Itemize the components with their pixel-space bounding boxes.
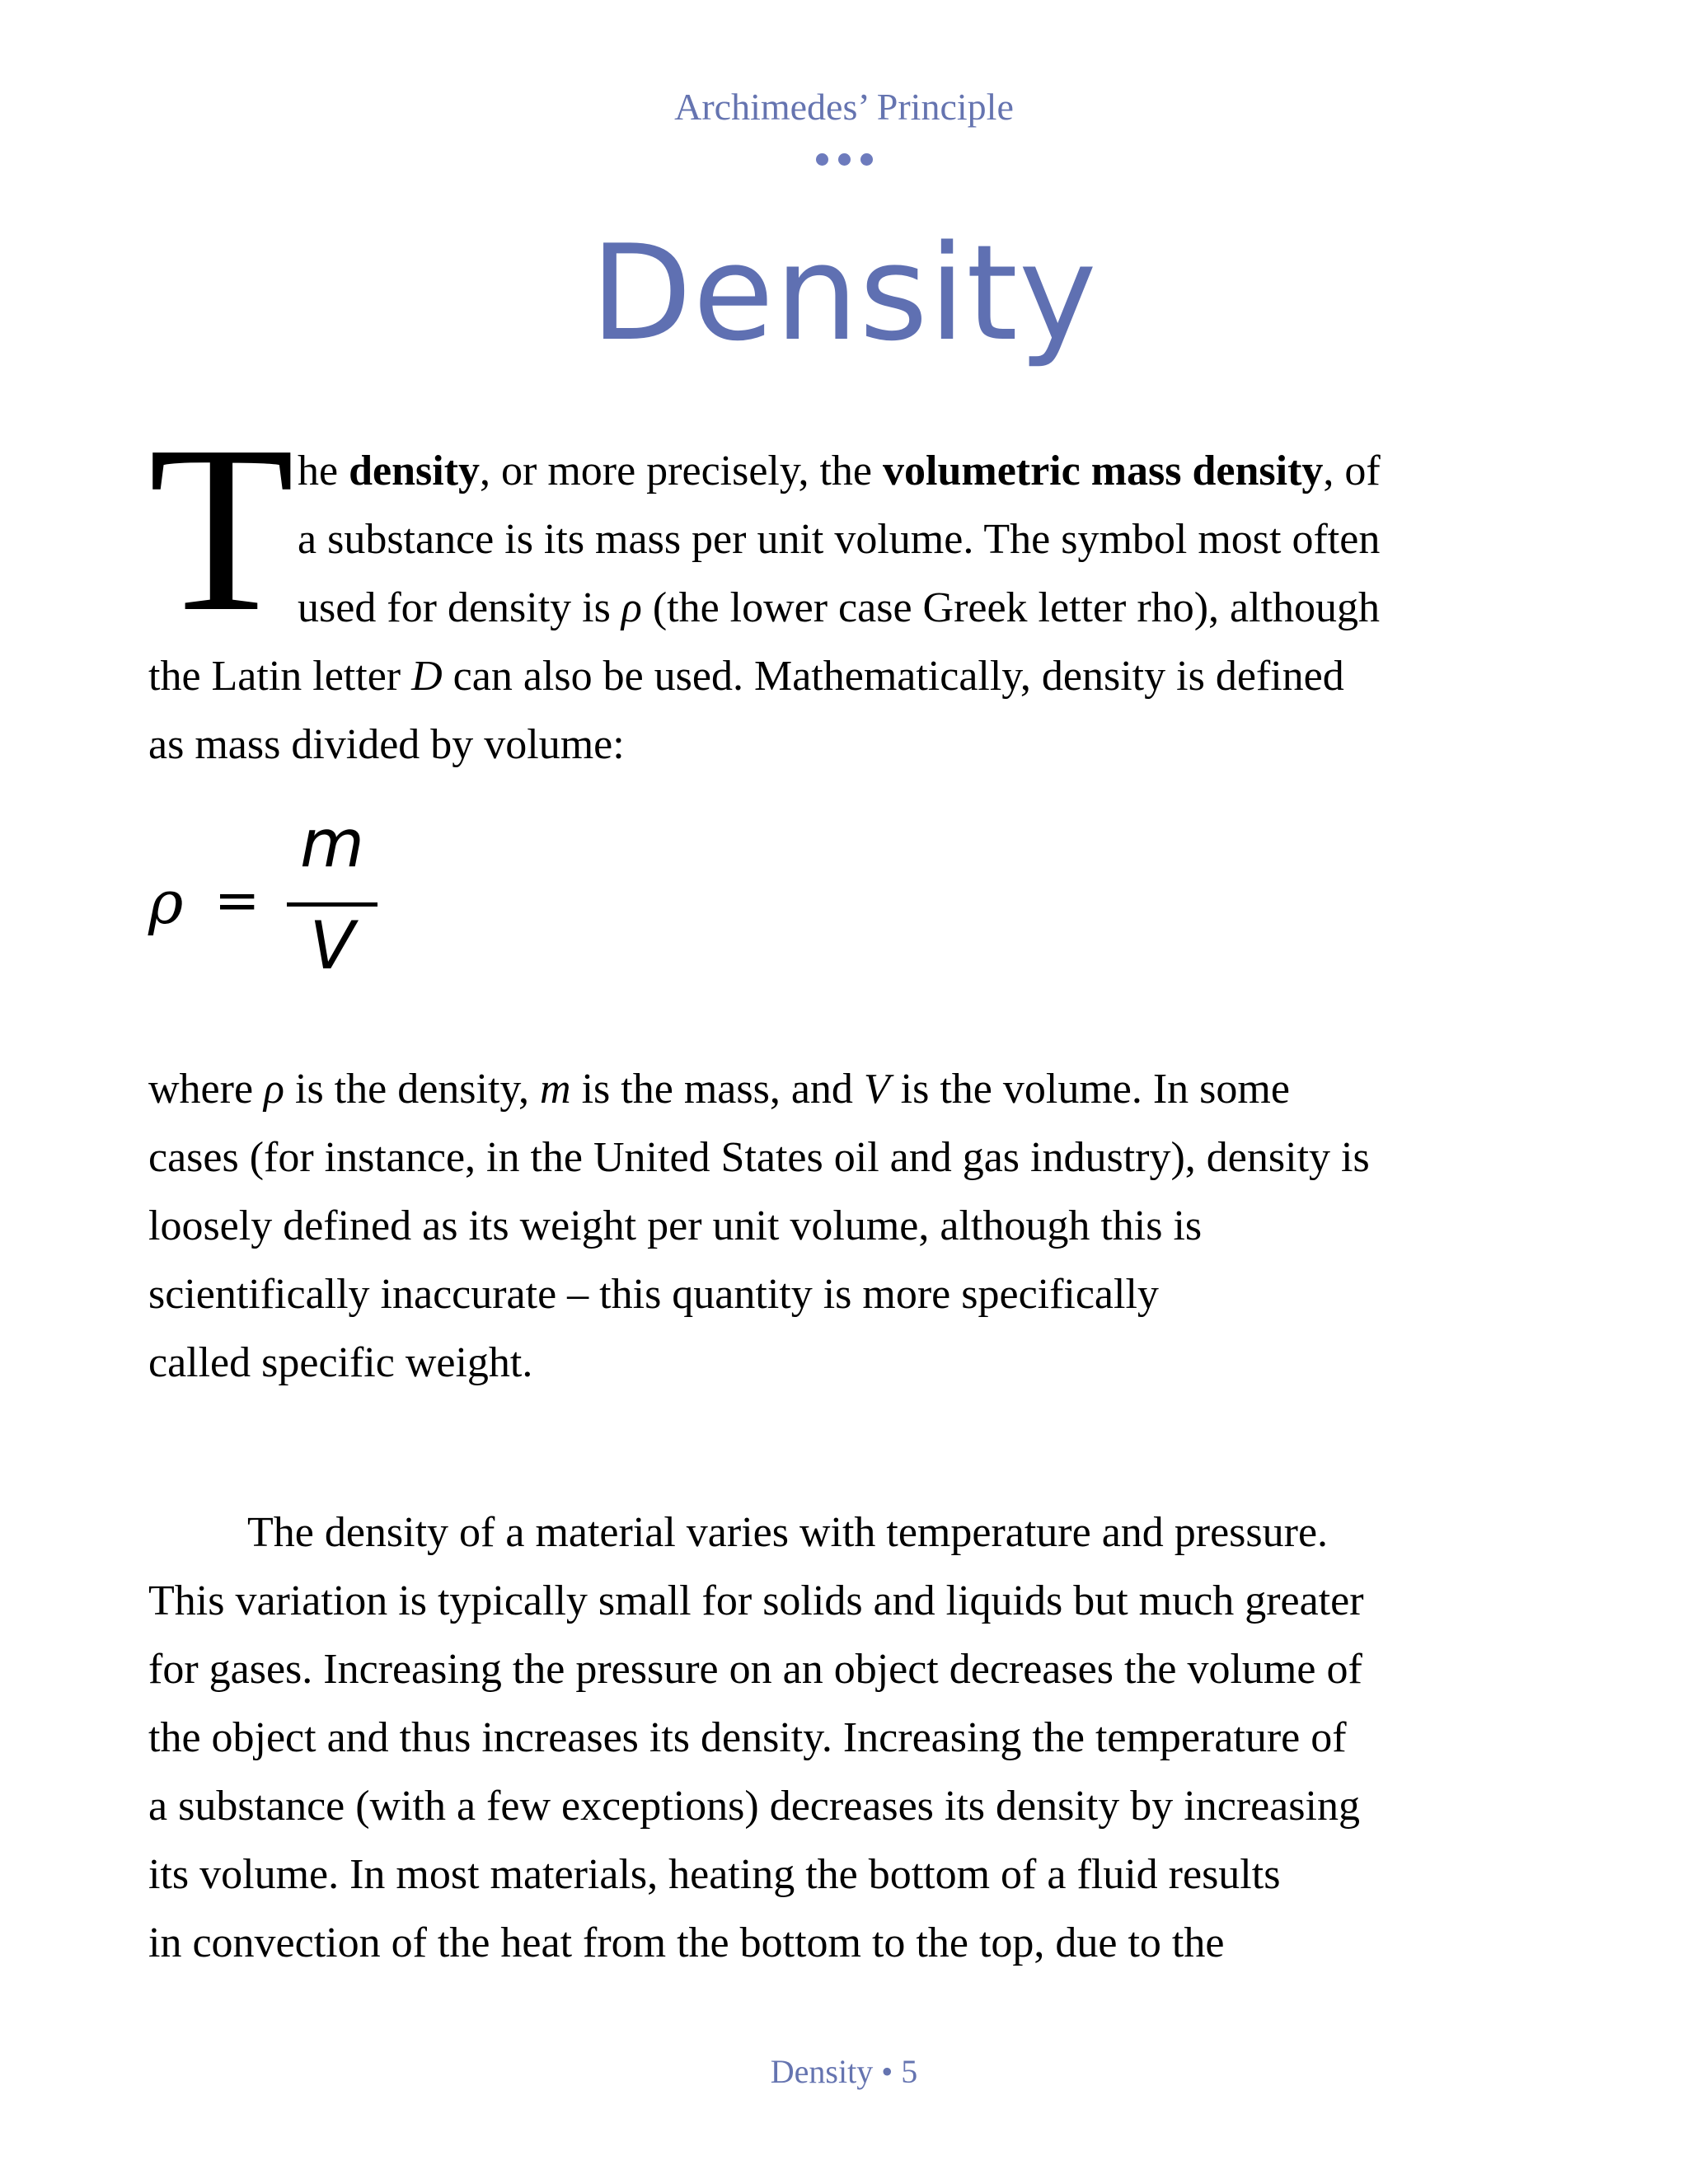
paragraph-line: This variation is typically small for solids and liquids but much greater xyxy=(148,1577,1364,1624)
ornament-dot xyxy=(860,153,873,166)
paragraph-line: loosely defined as its weight per unit volume, although this is xyxy=(148,1202,1203,1249)
symbol-d: D xyxy=(411,653,443,700)
fraction-bar xyxy=(287,902,377,907)
paragraph-line: he density, or more precisely, the volumetric mass density, of xyxy=(298,448,1381,494)
paragraph-line: a substance (with a few exceptions) decreases its density by increasing xyxy=(148,1783,1360,1830)
paragraph-line: for gases. Increasing the pressure on an object decreases the volume of xyxy=(148,1646,1362,1693)
temperature-pressure-paragraph xyxy=(148,1498,1533,1977)
paragraph-line: used for density is ρ (the lower case Greek letter rho), although xyxy=(298,584,1380,631)
paragraph-line: The density of a material varies with temperature and pressure. xyxy=(247,1509,1329,1556)
page-footer: Density • 5 xyxy=(770,2053,918,2090)
intro-paragraph xyxy=(148,396,1533,779)
formula-denominator: V xyxy=(309,907,355,984)
paragraph-line: a substance is its mass per unit volume. The symbol most often xyxy=(298,516,1381,563)
formula-rho: ρ xyxy=(148,868,184,937)
paragraph-line: the Latin letter D can also be used. Mathematically, density is defined xyxy=(148,653,1344,700)
paragraph-line: in convection of the heat from the bottom to the top, due to the xyxy=(148,1919,1225,1966)
term-density: density xyxy=(349,448,481,494)
formula-equals: = xyxy=(214,869,260,932)
definition-paragraph xyxy=(148,1055,1533,1397)
paragraph-line: cases (for instance, in the United States oil and gas industry), density is xyxy=(148,1134,1370,1181)
drop-cap: T xyxy=(148,396,295,661)
paragraph-line: called specific weight. xyxy=(148,1339,533,1386)
paragraph-line: as mass divided by volume: xyxy=(148,721,625,768)
ornament-dot xyxy=(816,153,828,166)
symbol-rho: ρ xyxy=(621,584,642,631)
paragraph-line: scientifically inaccurate – this quantity is more specifically xyxy=(148,1271,1159,1318)
term-volumetric-mass-density: volumetric mass density xyxy=(883,448,1324,494)
paragraph-line: where ρ is the density, m is the mass, and V is the volume. In some xyxy=(148,1066,1290,1113)
paragraph-line: the object and thus increases its density. Increasing the temperature of xyxy=(148,1714,1347,1761)
running-header: Archimedes’ Principle xyxy=(674,86,1014,128)
density-formula xyxy=(148,805,396,993)
paragraph-line: its volume. In most materials, heating the bottom of a fluid results xyxy=(148,1851,1281,1898)
ornament-dot xyxy=(838,153,851,166)
formula-numerator: m xyxy=(300,805,364,882)
page-title: Density xyxy=(590,216,1098,370)
header-ornament xyxy=(0,153,1688,166)
